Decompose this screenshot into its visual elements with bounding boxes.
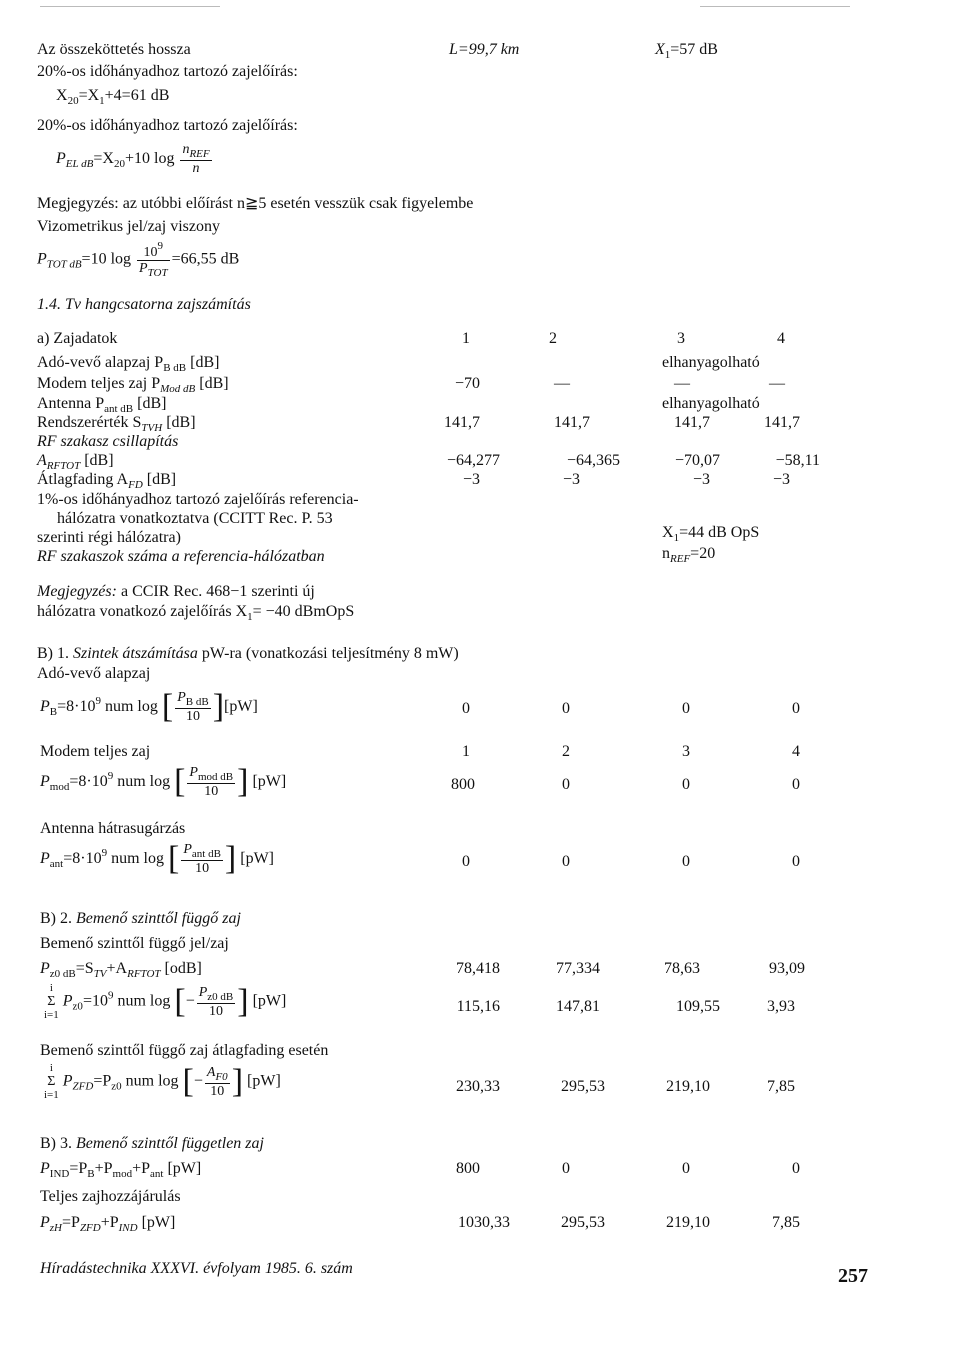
intro-length-value: L=99,7 km [449, 41, 520, 58]
table-a-row-nref: RF szakaszok száma a referencia-hálózatban [37, 548, 325, 565]
intro-x20-formula: $X_{20}=X_1+4=61$ dB [56, 87, 170, 107]
b2-sum-pz0-c4: 3,93 [767, 998, 795, 1015]
table-a-row-afd-c4: −3 [772, 471, 790, 488]
table-a-row-ref-x1: $X_1=44$ dB OpS [662, 524, 760, 544]
b3-pzh-c2: 295,53 [561, 1214, 605, 1231]
table-a-row-pb-note: elhanyagolható [662, 354, 760, 371]
top-rule-left [40, 6, 220, 7]
intro-note: Megjegyzés: az utóbbi előírást n≧5 esetén vesszük csak figyelembe [37, 195, 474, 212]
table-a-row-ref-l3: szerinti régi hálózatra) [37, 529, 181, 546]
b1-pant-c3: 0 [682, 853, 690, 870]
table-a-row-pmod: Modem teljes zaj $P_{Mod dB}$ [dB] [37, 375, 229, 395]
b1-pmod-c2: 0 [562, 776, 570, 793]
intro-ptot-formula: $P_{TOT dB}=10$ log $\frac{10^9}{P_{TOT}}$ =66,55 dB [37, 240, 240, 280]
b2-formula-sum-pzfd: i Σ i=1 $P_{ZFD}=P_{z0}$ num log [− $\frac{A_{F0}}{10}$ ] [pW] [44, 1062, 281, 1102]
table-a-row-pmod-c4: — [769, 375, 785, 392]
b1-pmod-c4: 0 [792, 776, 800, 793]
table-a-row-stvh-c4: 141,7 [764, 414, 800, 431]
table-a-row-stvh: Rendszerérték $S_{TVH}$ [dB] [37, 414, 196, 434]
table-a-row-nref-val: $n_{REF}=20$ [662, 545, 716, 565]
b2-pz0-c2: 77,334 [556, 960, 600, 977]
journal-footer: Híradástechnika XXXVI. évfolyam 1985. 6. szám [40, 1260, 353, 1277]
b1-modem-col-2: 2 [562, 743, 570, 760]
b2-sum-pzfd-c3: 219,10 [666, 1078, 710, 1095]
b2-pz0-c3: 78,63 [664, 960, 700, 977]
b2-formula-sum-pz0: i Σ i=1 $P_{z0}=10^9$ num log [− $\frac{P_{z0 dB}}{10}$ ] [pW] [44, 982, 287, 1022]
table-a-col-3: 3 [677, 330, 685, 347]
b2-subtitle: Bemenő szinttől függő jel/zaj [40, 935, 229, 952]
b1-pant-c2: 0 [562, 853, 570, 870]
b2-sum-pz0-c2: 147,81 [556, 998, 600, 1015]
b2-sum-pzfd-c2: 295,53 [561, 1078, 605, 1095]
b2-sum-pz0-c1: 115,16 [456, 998, 500, 1015]
table-a-heading: a) Zajadatok [37, 330, 118, 347]
table-a-row-ref-l1: 1%-os időhányadhoz tartozó zajelőírás referencia- [37, 491, 359, 508]
table-a-row-arftot-c1: −64,277 [446, 452, 500, 469]
b1-pb-c1: 0 [462, 700, 470, 717]
table-a-row-rf-label: RF szakasz csillapítás [37, 433, 179, 450]
b3-pind-c2: 0 [562, 1160, 570, 1177]
b1-pmod-c3: 0 [682, 776, 690, 793]
b1-pant-c1: 0 [462, 853, 470, 870]
intro-line-2: 20%-os időhányadhoz tartozó zajelőírás: [37, 63, 298, 80]
intro-length-label: Az összeköttetés hossza [37, 41, 191, 58]
table-a-row-afd-c1: −3 [462, 471, 480, 488]
b1-modem-col-4: 4 [792, 743, 800, 760]
b3-title: B) 3. Bemenő szinttől független zaj [40, 1135, 264, 1152]
b1-formula-pb: $P_B=8\cdot 10^9$ num log [ $\frac{P_{B dB}}{10}$ ][pW] [40, 688, 258, 726]
b1-pb-c4: 0 [792, 700, 800, 717]
table-a-row-stvh-c3: 141,7 [674, 414, 710, 431]
table-a-row-arftot-c2: −64,365 [566, 452, 620, 469]
b1-formula-pant: $P_{ant}=8\cdot 10^9$ num log [ $\frac{P_{ant dB}}{10}$ ] [pW] [40, 840, 274, 878]
b1-pant-c4: 0 [792, 853, 800, 870]
table-a-row-afd: Átlagfading $A_{FD}$ [dB] [37, 471, 177, 491]
table-a-row-arftot-c4: −58,11 [775, 452, 820, 469]
b2-pz0-c4: 93,09 [769, 960, 805, 977]
b2-sum-pz0-c3: 109,55 [676, 998, 720, 1015]
table-a-row-afd-c3: −3 [692, 471, 710, 488]
intro-x1-value: $X_1=57$ dB [655, 41, 718, 61]
b1-modem-col-1: 1 [462, 743, 470, 760]
b1-title: B) 1. Szintek átszámítása pW-ra (vonatkozási teljesítmény 8 mW) [37, 645, 459, 662]
b2-formula-pz0: $P_{z0 dB}=S_{TV}+A_{RFTOT}$ [odB] [40, 960, 202, 980]
b1-pb-c3: 0 [682, 700, 690, 717]
b1-subtitle: Adó-vevő alapzaj [37, 665, 151, 682]
table-a-col-2: 2 [549, 330, 557, 347]
b3-pzh-c1: 1030,33 [458, 1214, 510, 1231]
b3-formula-pzh: $P_{zH}=P_{ZFD}+P_{IND}$ [pW] [40, 1214, 176, 1234]
b3-subtitle: Teljes zajhozzájárulás [40, 1188, 181, 1205]
b1-pb-c2: 0 [562, 700, 570, 717]
b1-formula-pmod: $P_{mod}=8\cdot 10^9$ num log [ $\frac{P_{mod dB}}{10}$ ] [pW] [40, 763, 287, 801]
b3-pind-c1: 800 [456, 1160, 480, 1177]
b2-sum-pzfd-c1: 230,33 [456, 1078, 500, 1095]
table-a-row-pmod-c2: — [554, 375, 570, 392]
b1-modem-label: Modem teljes zaj [40, 743, 151, 760]
top-rule-right [700, 6, 850, 7]
b3-pind-c3: 0 [682, 1160, 690, 1177]
page-number: 257 [838, 1265, 868, 1287]
table-a-row-pb: Adó-vevő alapzaj $P_{B dB}$ [dB] [37, 354, 220, 374]
b3-pzh-c4: 7,85 [772, 1214, 800, 1231]
table-a-row-arftot-c3: −70,07 [674, 452, 720, 469]
b2-title: B) 2. Bemenő szinttől függő zaj [40, 910, 241, 927]
table-a-col-4: 4 [777, 330, 785, 347]
intro-vizometric: Vizometrikus jel/zaj viszony [37, 218, 220, 235]
intro-line-4: 20%-os időhányadhoz tartozó zajelőírás: [37, 117, 298, 134]
table-a-row-pmod-c3: — [674, 375, 690, 392]
b2-pz0-c1: 78,418 [456, 960, 500, 977]
b3-pind-c4: 0 [792, 1160, 800, 1177]
table-a-row-pant: Antenna $P_{ant dB}$ [dB] [37, 395, 167, 415]
b3-pzh-c3: 219,10 [666, 1214, 710, 1231]
table-a-row-afd-c2: −3 [562, 471, 580, 488]
table-a-row-pmod-c1: −70 [454, 375, 480, 392]
table-a-row-stvh-c1: 141,7 [444, 414, 480, 431]
note-line-1: Megjegyzés: a CCIR Rec. 468−1 szerinti új [37, 583, 315, 600]
section-title: 1.4. Tv hangcsatorna zajszámítás [37, 296, 251, 313]
table-a-row-pant-note: elhanyagolható [662, 395, 760, 412]
b2-fading-label: Bemenő szinttől függő zaj átlagfading esetén [40, 1042, 329, 1059]
b1-modem-col-3: 3 [682, 743, 690, 760]
b1-antenna-label: Antenna hátrasugárzás [40, 820, 186, 837]
b1-pmod-c1: 800 [451, 776, 475, 793]
table-a-col-1: 1 [462, 330, 470, 347]
b2-sum-pzfd-c4: 7,85 [767, 1078, 795, 1095]
b3-formula-pind: $P_{IND}=P_B+P_{mod}+P_{ant}$ [pW] [40, 1160, 202, 1180]
table-a-row-ref-l2: hálózatra vonatkoztatva (CCITT Rec. P. 53 [57, 510, 333, 527]
note-line-2: hálózatra vonatkozó zajelőírás $X_1= -40$ dBmOpS [37, 603, 355, 623]
intro-pel-formula: $P_{EL dB}=X_{20}+10$ log $\frac{n_{REF}}{n}$ [56, 142, 210, 177]
table-a-row-stvh-c2: 141,7 [554, 414, 590, 431]
table-a-row-arftot: $A_{RFTOT}$ [dB] [37, 452, 114, 472]
